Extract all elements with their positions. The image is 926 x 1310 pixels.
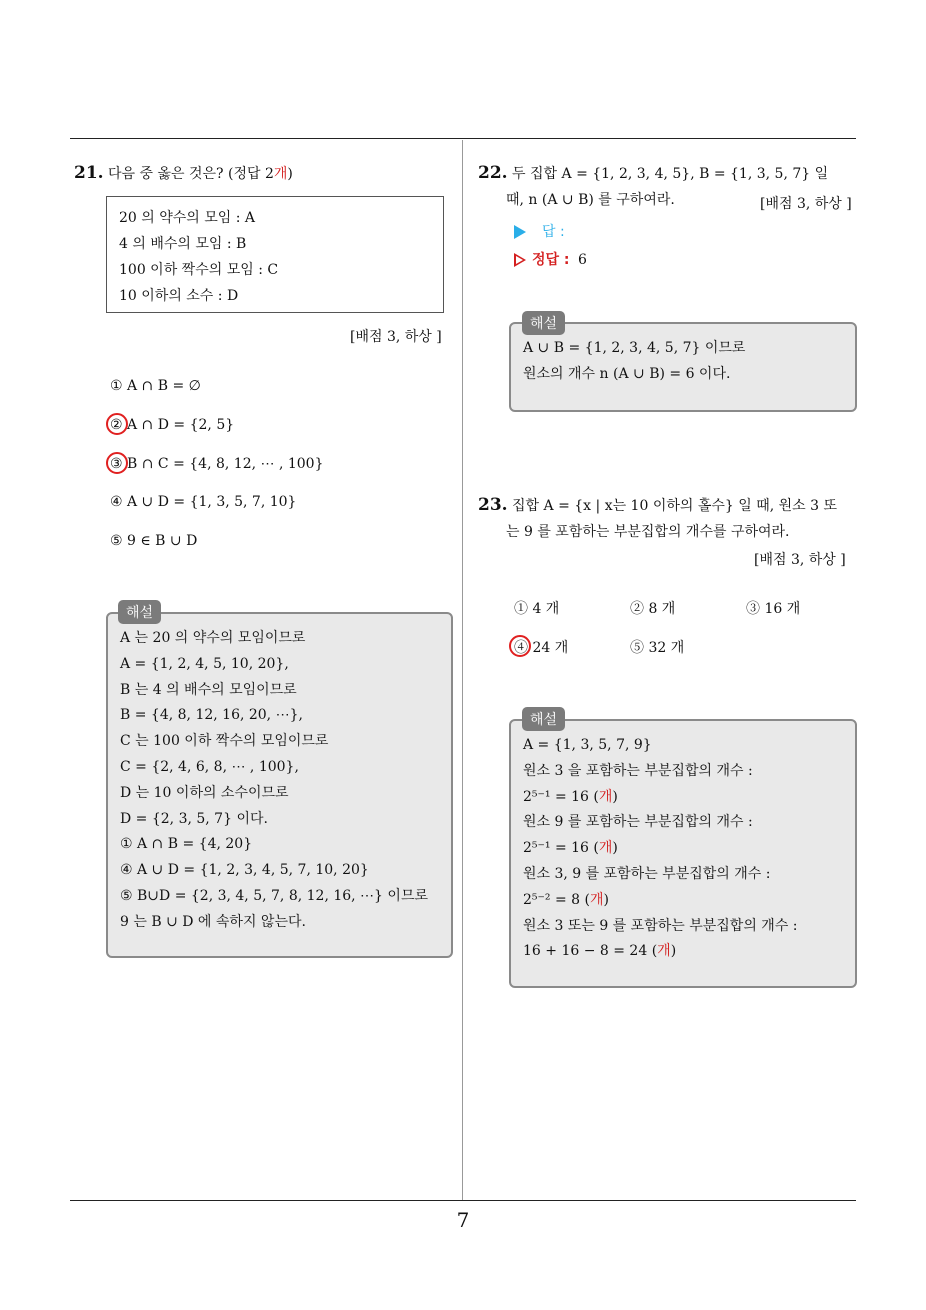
q23-solution-line: 원소 9 를 포함하는 부분집합의 개수 : <box>523 814 753 831</box>
q21-text: 다음 중 옳은 것은? (정답 2 <box>108 166 274 182</box>
bottom-rule <box>70 1200 856 1201</box>
q23-heading <box>478 492 862 545</box>
q23-solution-line: 2⁵⁻² = 8 (개) <box>523 891 609 908</box>
q21-choice-1[interactable]: ① A ∩ B = ∅ <box>110 378 201 394</box>
q21-solution-line: C = {2, 4, 6, 8, ⋯ , 100}, <box>120 758 299 775</box>
q21-solution-line: D 는 10 이하의 소수이므로 <box>120 784 289 801</box>
q22-answer-label: 답 : <box>542 224 565 240</box>
q21-solution-line: D = {2, 3, 5, 7} 이다. <box>120 810 268 827</box>
q22-solution-line: A ∪ B = {1, 2, 3, 4, 5, 7} 이므로 <box>523 340 746 356</box>
q21-choice-2-mark-circle <box>106 413 128 435</box>
top-rule <box>70 138 856 139</box>
q21-number: 21. <box>74 163 104 183</box>
q23-line2: 는 9 를 포함하는 부분집합의 개수를 구하여라. <box>506 524 790 540</box>
q21-solution-tag: 해설 <box>118 600 161 624</box>
q23-number: 23. <box>478 495 508 515</box>
q21-solution-box <box>106 612 453 958</box>
q21-choice-4[interactable]: ④ A ∪ D = {1, 3, 5, 7, 10} <box>110 494 297 510</box>
outline-triangle-icon <box>514 253 526 267</box>
q21-choice-2[interactable]: ② A ∩ D = {2, 5} <box>110 417 235 433</box>
q21-condition: 10 이하의 소수 : D <box>119 288 239 304</box>
q22-score: [배점 3, 하상 ] <box>760 196 852 212</box>
q21-choice-3-mark-circle <box>106 452 128 474</box>
q22-solution-line: 원소의 개수 n (A ∪ B) = 6 이다. <box>523 365 731 382</box>
play-icon <box>514 225 526 239</box>
q21-condition: 100 이하 짝수의 모임 : C <box>119 262 279 278</box>
q23-choice-5[interactable]: ⑤ 32 개 <box>630 640 685 656</box>
q21-text-end: ) <box>287 166 293 182</box>
q21-solution-line: C 는 100 이하 짝수의 모임이므로 <box>120 733 329 750</box>
q22-line1: 두 집합 A = {1, 2, 3, 4, 5}, B = {1, 3, 5, 7} 일 <box>512 166 829 182</box>
q21-score: [배점 3, 하상 ] <box>350 329 442 345</box>
q23-solution-box <box>509 719 857 988</box>
q23-score: [배점 3, 하상 ] <box>754 552 846 568</box>
q21-choice-5[interactable]: ⑤ 9 ∈ B ∪ D <box>110 533 198 549</box>
q23-solution-line: 2⁵⁻¹ = 16 (개) <box>523 788 618 805</box>
page-number: 7 <box>456 1208 470 1232</box>
q21-solution-line: B 는 4 의 배수의 모임이므로 <box>120 681 297 698</box>
q21-choice-3[interactable]: ③ B ∩ C = {4, 8, 12, ⋯ , 100} <box>110 456 324 472</box>
q23-line1: 집합 A = {x | x는 10 이하의 홀수} 일 때, 원소 3 또 <box>512 498 838 514</box>
q21-text-red: 개 <box>273 166 288 182</box>
q22-correct-label: 정답 : <box>532 252 570 268</box>
q21-solution-line: ④ A ∪ D = {1, 2, 3, 4, 5, 7, 10, 20} <box>120 862 369 879</box>
q23-solution-line: 원소 3 을 포함하는 부분집합의 개수 : <box>523 762 753 779</box>
q23-solution-line: 원소 3 또는 9 를 포함하는 부분집합의 개수 : <box>523 917 798 934</box>
q22-number: 22. <box>478 163 508 183</box>
q21-solution-line: 9 는 B ∪ D 에 속하지 않는다. <box>120 913 306 930</box>
q21-heading <box>74 160 293 187</box>
q22-line2: 때, n (A ∪ B) 를 구하여라. <box>506 192 675 208</box>
q23-choice-3[interactable]: ③ 16 개 <box>746 601 801 617</box>
q21-solution-line: B = {4, 8, 12, 16, 20, ⋯}, <box>120 707 303 724</box>
q23-solution-line: 원소 3, 9 를 포함하는 부분집합의 개수 : <box>523 865 771 882</box>
q22-answer-row[interactable] <box>514 221 565 241</box>
q21-condition: 4 의 배수의 모임 : B <box>119 236 247 252</box>
q22-correct-value: 6 <box>577 252 587 268</box>
q23-choice-4[interactable]: ④ 24 개 <box>514 640 569 656</box>
q21-solution-line: ① A ∩ B = {4, 20} <box>120 836 253 853</box>
q21-solution-line: A = {1, 2, 4, 5, 10, 20}, <box>120 655 289 672</box>
q21-condition: 20 의 약수의 모임 : A <box>119 210 256 226</box>
q23-solution-line: A = {1, 3, 5, 7, 9} <box>523 737 652 753</box>
q23-solution-line: 2⁵⁻¹ = 16 (개) <box>523 840 618 857</box>
q22-solution-box <box>509 322 857 412</box>
q21-solution-line: ⑤ B∪D = {2, 3, 4, 5, 7, 8, 12, 16, ⋯} 이므로 <box>120 887 428 904</box>
q23-choice-1[interactable]: ① 4 개 <box>514 601 560 617</box>
q23-solution-tag: 해설 <box>522 707 565 731</box>
q21-solution-line: A 는 20 의 약수의 모임이므로 <box>120 630 306 646</box>
column-divider <box>462 140 463 1200</box>
q23-solution-line: 16 + 16 − 8 = 24 (개) <box>523 943 677 960</box>
q23-choice-4-mark-circle <box>509 635 531 657</box>
q22-correct-row <box>514 249 587 269</box>
q21-conditions-box <box>106 196 444 313</box>
q23-choice-2[interactable]: ② 8 개 <box>630 601 676 617</box>
q22-solution-tag: 해설 <box>522 311 565 335</box>
